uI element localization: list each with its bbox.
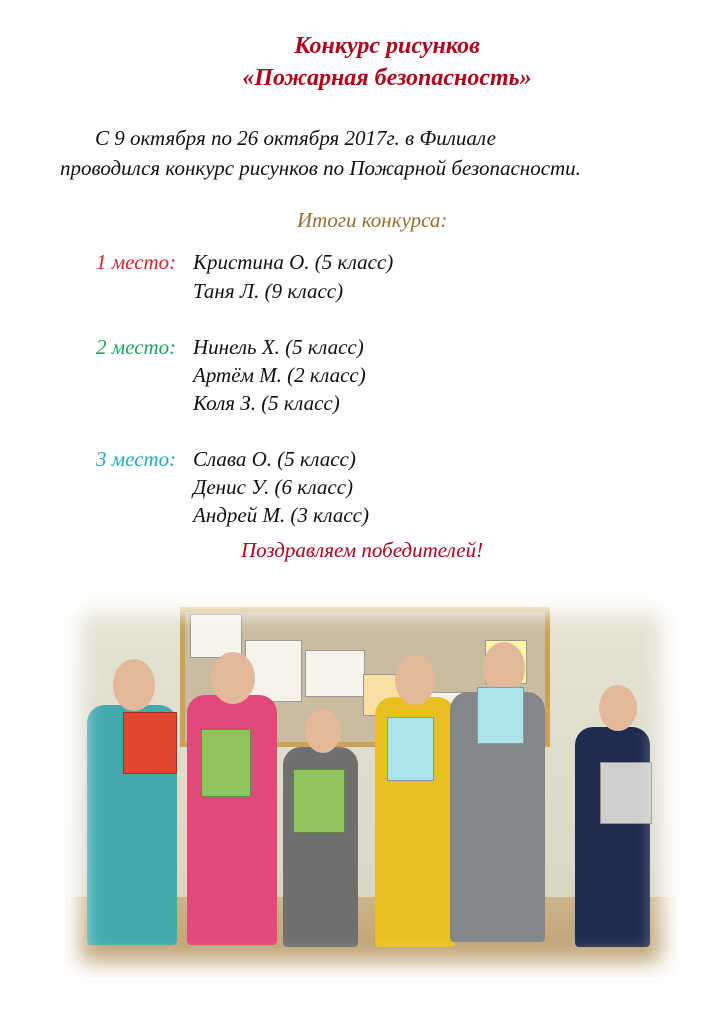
winners-photo — [65, 597, 677, 977]
winner-2-2: Артём М. (2 класс) — [193, 363, 366, 387]
results-heading: Итоги конкурса: — [297, 208, 448, 232]
photo-child-head — [395, 655, 435, 705]
photo-child — [575, 727, 650, 947]
photo-certificate — [477, 687, 524, 744]
board-photo — [305, 650, 365, 697]
intro-line-2: проводился конкурс рисунков по Пожарной безопасности. — [60, 156, 581, 180]
winner-1-2: Таня Л. (9 класс) — [193, 279, 344, 303]
winner-1-1: Кристина О. (5 класс) — [193, 250, 394, 274]
place-1-label: 1 место: — [96, 250, 177, 274]
photo-certificate — [293, 769, 345, 833]
congratulations-text: Поздравляем победителей! — [241, 538, 484, 562]
photo-certificate — [387, 717, 434, 781]
photo-certificate — [201, 729, 251, 797]
photo-certificate — [123, 712, 177, 774]
photo-certificate — [600, 762, 652, 824]
winner-2-3: Коля З. (5 класс) — [193, 391, 340, 415]
winner-2-1: Нинель Х. (5 класс) — [193, 335, 364, 359]
winner-3-2: Денис У. (6 класс) — [193, 475, 354, 499]
photo-child-head — [211, 652, 255, 704]
place-3-label: 3 место: — [96, 447, 177, 471]
winner-3-1: Слава О. (5 класс) — [193, 447, 356, 471]
place-2-label: 2 место: — [96, 335, 177, 359]
photo-child-head — [599, 685, 637, 731]
winner-3-3: Андрей М. (3 класс) — [193, 503, 369, 527]
intro-line-1: С 9 октября по 26 октября 2017г. в Филиале — [95, 126, 496, 150]
title-line-1: Конкурс рисунков — [294, 33, 480, 59]
photo-child-head — [305, 709, 341, 753]
title-line-2: «Пожарная безопасность» — [242, 65, 532, 91]
photo-child-head — [113, 659, 155, 711]
